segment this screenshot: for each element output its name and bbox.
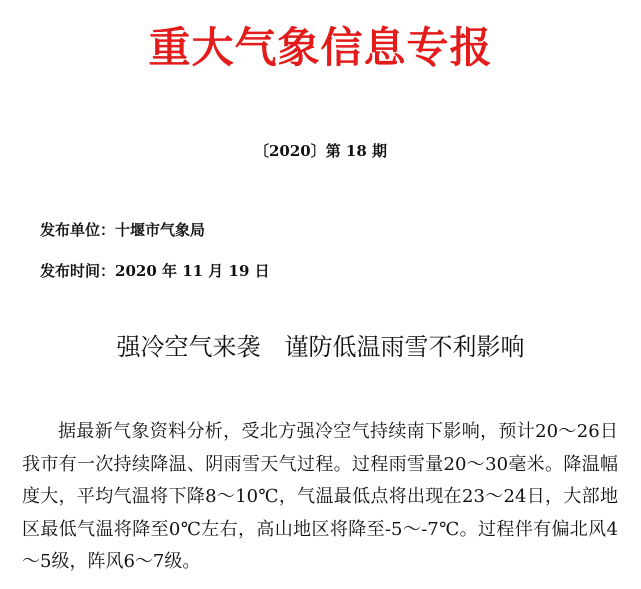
publish-time-value: 2020 年 11 月 19 日	[115, 262, 270, 280]
report-title: 重大气象信息专报	[148, 23, 493, 72]
publish-time-label: 发布时间：	[40, 262, 116, 280]
publish-time-row	[40, 260, 270, 282]
issue-number: 〔2020〕第 18 期	[253, 142, 388, 160]
headline: 强冷空气来袭 谨防低温雨雪不利影响	[116, 333, 525, 361]
publisher-row	[40, 219, 205, 241]
publisher-label: 发布单位：	[40, 221, 116, 239]
body-paragraph: 据最新气象资料分析，受北方强冷空气持续南下影响，预计20～26日我市有一次持续降温、阴雨雪天气过程。过程雨雪量20～30毫米。降温幅度大，平均气温将下降8～10℃，气温最低点将出现在23～24日，大部地区最低气温将降至0℃左右，高山地区将降至-5～-7℃。过程伴有偏北风4～5级，阵风6～7级。	[22, 421, 618, 572]
publisher-value: 十堰市气象局	[115, 221, 206, 239]
